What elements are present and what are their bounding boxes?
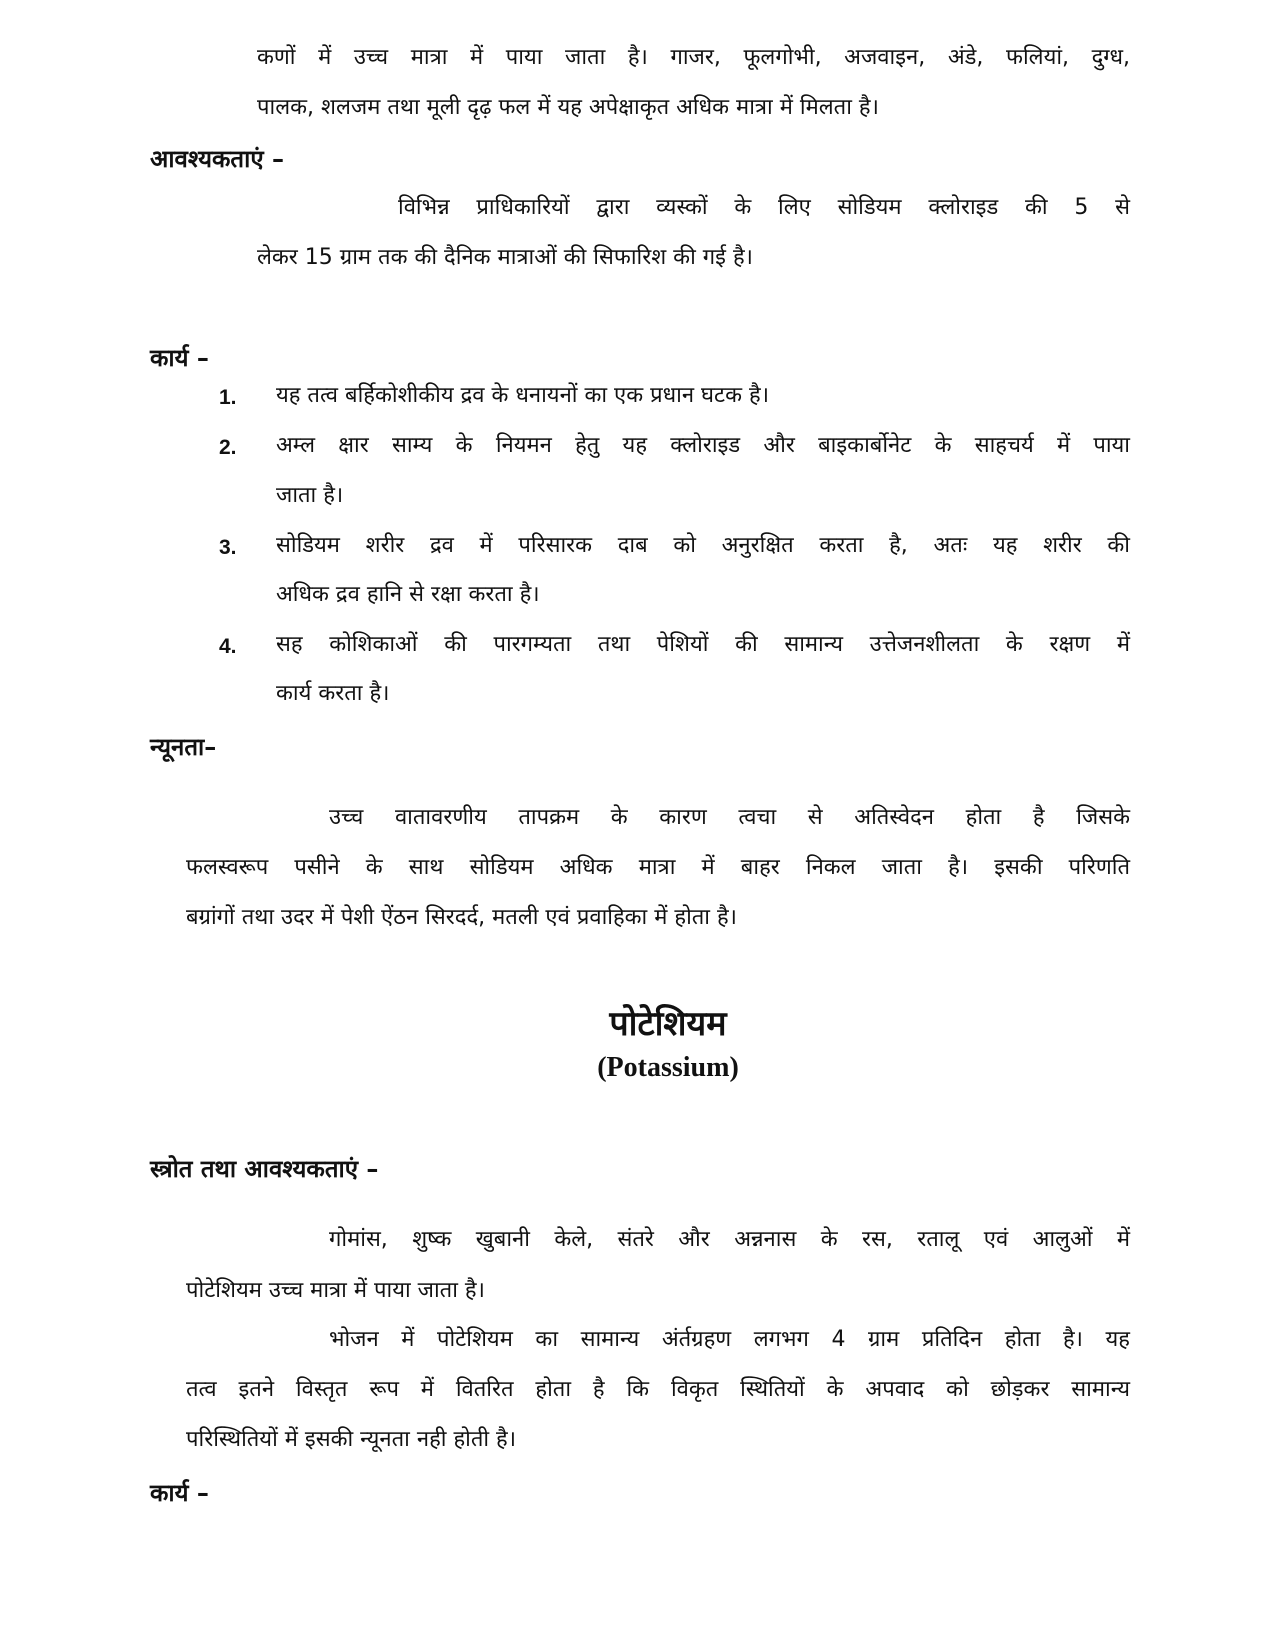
list-item-continuation: जाता है। xyxy=(276,483,344,508)
list-item-continuation: अधिक द्रव हानि से रक्षा करता है। xyxy=(276,582,540,607)
list-item: सह कोशिकाओं की पारगम्यता तथा पेशियों की सामान्य उत्तेजनशीलता के रक्षण में xyxy=(276,632,1130,657)
list-item: सोडियम शरीर द्रव में परिसारक दाब को अनुरक्षित करता है, अतः यह शरीर की xyxy=(276,533,1130,558)
list-item: यह तत्व बर्हिकोशीकीय द्रव के धनायनों का एक प्रधान घटक है। xyxy=(276,383,770,408)
potassium-functions-heading: कार्य – xyxy=(150,1479,209,1507)
list-number: 2. xyxy=(219,436,237,459)
requirements-line-2: लेकर 15 ग्राम तक की दैनिक मात्राओं की सिफारिश की गई है। xyxy=(257,245,753,270)
intro-line-2: पालक, शलजम तथा मूली दृढ़ फल में यह अपेक्षाकृत अधिक मात्रा में मिलता है। xyxy=(257,95,879,120)
list-number: 3. xyxy=(219,536,237,559)
list-number: 1. xyxy=(219,386,237,409)
sources-para1-line-2: पोटेशियम उच्च मात्रा में पाया जाता है। xyxy=(186,1278,485,1303)
functions-heading: कार्य – xyxy=(150,344,209,372)
deficiency-line-2: फलस्वरूप पसीने के साथ सोडियम अधिक मात्रा में बाहर निकल जाता है। इसकी परिणति xyxy=(186,855,1130,880)
sources-heading: स्त्रोत तथा आवश्यकताएं – xyxy=(150,1155,379,1183)
deficiency-line-3: बग्रांगों तथा उदर में पेशी ऐंठन सिरदर्द, मतली एवं प्रवाहिका में होता है। xyxy=(186,905,738,930)
sources-para2-line-3: परिस्थितियों में इसकी न्यूनता नही होती है। xyxy=(186,1427,517,1452)
sources-para2-line-1: भोजन में पोटेशियम का सामान्य अंर्तग्रहण लगभग 4 ग्राम प्रतिदिन होता है। यह xyxy=(329,1327,1130,1352)
sources-para2-line-2: तत्व इतने विस्तृत रूप में वितरित होता है कि विकृत स्थितियों के अपवाद को छोड़कर सामान्य xyxy=(186,1377,1130,1402)
requirements-heading: आवश्यकताएं – xyxy=(150,145,284,173)
section-title-english: (Potassium) xyxy=(597,1052,739,1083)
requirements-line-1: विभिन्न प्राधिकारियों द्वारा व्यस्कों के लिए सोडियम क्लोराइड की 5 से xyxy=(398,195,1130,220)
deficiency-line-1: उच्च वातावरणीय तापक्रम के कारण त्वचा से अतिस्वेदन होता है जिसके xyxy=(329,805,1130,830)
intro-line-1: कणों में उच्च मात्रा में पाया जाता है। गाजर, फूलगोभी, अजवाइन, अंडे, फलियां, दुग्ध, xyxy=(257,45,1130,70)
sources-para1-line-1: गोमांस, शुष्क खुबानी केले, संतरे और अन्ननास के रस, रतालू एवं आलुओं में xyxy=(329,1227,1130,1252)
list-item: अम्ल क्षार साम्य के नियमन हेतु यह क्लोराइड और बाइकार्बोनेट के साहचर्य में पाया xyxy=(276,433,1130,458)
deficiency-heading: न्यूनता– xyxy=(150,733,217,761)
section-title-hindi: पोटेशियम xyxy=(609,1004,727,1044)
list-item-continuation: कार्य करता है। xyxy=(276,681,390,706)
list-number: 4. xyxy=(219,635,237,658)
